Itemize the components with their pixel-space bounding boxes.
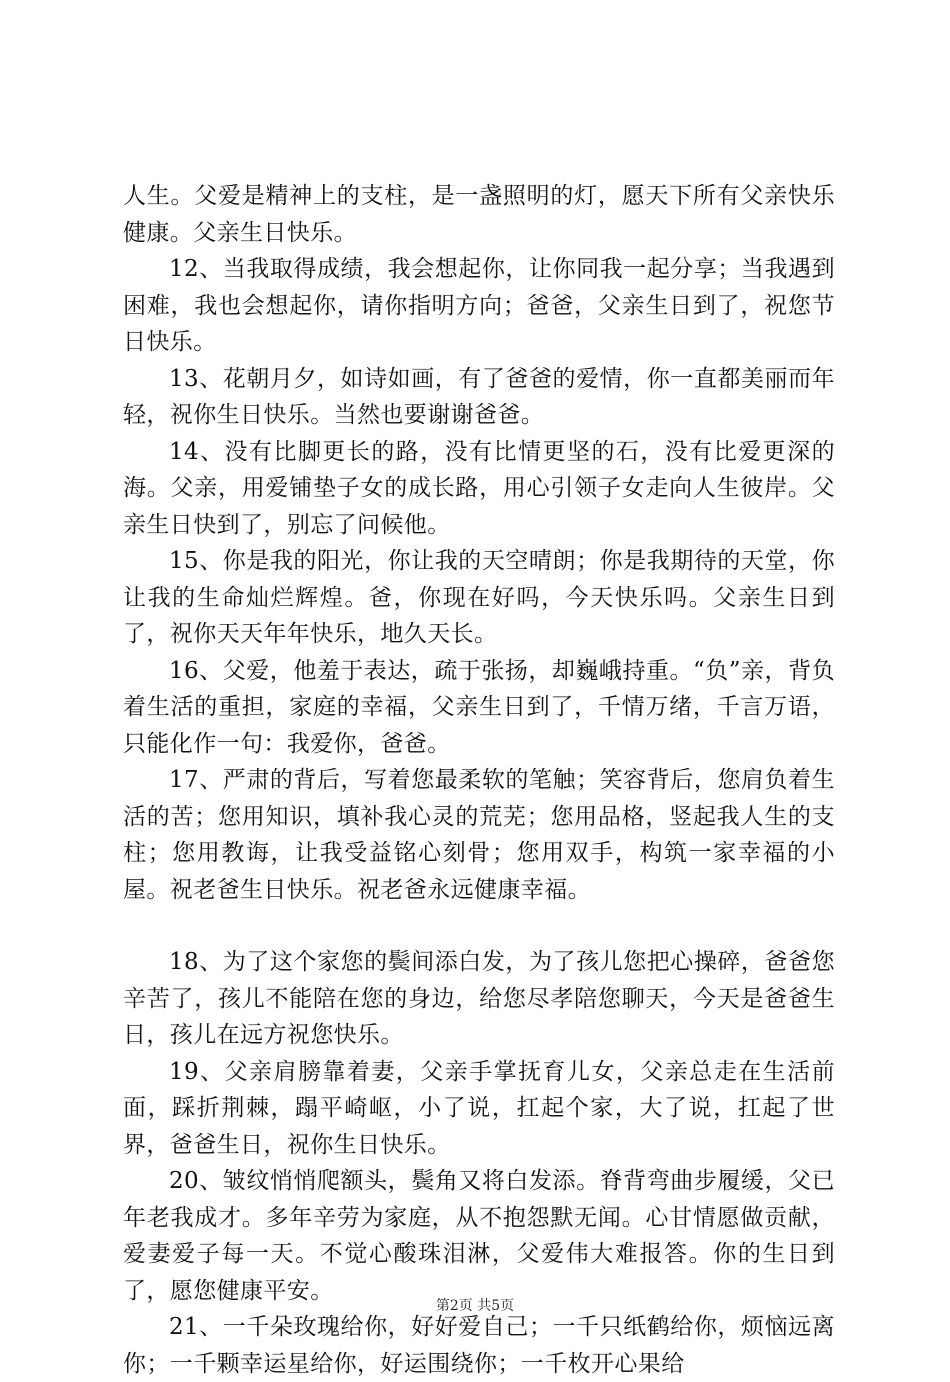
paragraph-12: 12、当我取得成绩，我会想起你，让你同我一起分享；当我遇到困难，我也会想起你，请你指明方向；爸爸，父亲生日到了，祝您节日快乐。 bbox=[123, 256, 835, 355]
document-body bbox=[123, 178, 835, 1382]
paragraph-20: 20、皱纹悄悄爬额头，鬓角又将白发添。脊背弯曲步履缓，父已年老我成才。多年辛劳为家庭，从不抱怨默无闻。心甘情愿做贡献，爱妻爱子每一天。不觉心酸珠泪淋，父爱伟大难报答。你的生日到了，愿您健康平安。 bbox=[123, 1168, 835, 1304]
paragraph-17: 17、严肃的背后，写着您最柔软的笔触；笑容背后，您肩负着生活的苦；您用知识，填补我心灵的荒芜；您用品格，竖起我人生的支柱；您用教诲，让我受益铭心刻骨；您用双手，构筑一家幸福的小屋。祝老爸生日快乐。祝老爸永远健康幸福。 bbox=[123, 767, 835, 903]
paragraph-13: 13、花朝月夕，如诗如画，有了爸爸的爱情，你一直都美丽而年轻，祝你生日快乐。当然也要谢谢爸爸。 bbox=[123, 365, 835, 428]
paragraph-16: 16、父爱，他羞于表达，疏于张扬，却巍峨持重。“负”亲，背负着生活的重担，家庭的幸福，父亲生日到了，千情万绪，千言万语，只能化作一句：我爱你，爸爸。 bbox=[123, 657, 835, 757]
paragraph-14: 14、没有比脚更长的路，没有比情更坚的石，没有比爱更深的海。父亲，用爱铺垫子女的成长路，用心引领子女走向人生彼岸。父亲生日快到了，别忘了问候他。 bbox=[123, 438, 835, 538]
paragraph-18: 18、为了这个家您的鬓间添白发，为了孩儿您把心操碎，爸爸您辛苦了，孩儿不能陪在您的身边，给您尽孝陪您聊天，今天是爸爸生日，孩儿在远方祝您快乐。 bbox=[123, 949, 835, 1048]
paragraph-19: 19、父亲肩膀靠着妻，父亲手掌抚育儿女，父亲总走在生活前面，踩折荆棘，蹋平崎岖，小了说，扛起个家，大了说，扛起了世界，爸爸生日，祝你生日快乐。 bbox=[123, 1058, 835, 1158]
paragraph-continuation: 人生。父爱是精神上的支柱，是一盏照明的灯，愿天下所有父亲快乐健康。父亲生日快乐。 bbox=[123, 183, 835, 246]
page-number-footer: 第2页 共5页 bbox=[435, 1298, 515, 1314]
paragraph-15: 15、你是我的阳光，你让我的天空晴朗；你是我期待的天堂，你让我的生命灿烂辉煌。爸，你现在好吗，今天快乐吗。父亲生日到了，祝你天天年年快乐，地久天长。 bbox=[123, 548, 835, 647]
paragraph-21: 21、一千朵玫瑰给你，好好爱自己；一千只纸鹤给你，烦恼远离你；一千颗幸运星给你，好运围绕你；一千枚开心果给 bbox=[123, 1314, 835, 1377]
